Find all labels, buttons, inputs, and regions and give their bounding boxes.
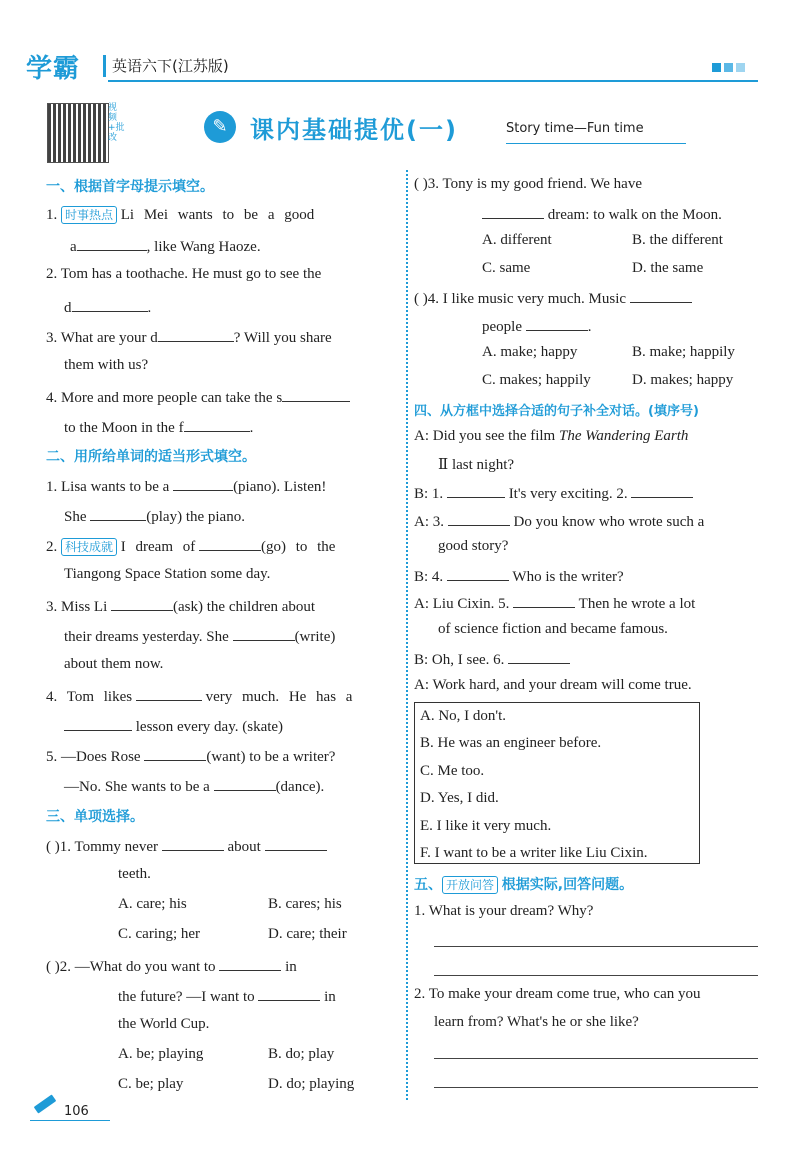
s2-q5-line1: [46, 746, 335, 766]
options-box: [414, 702, 700, 864]
header-square-1: [712, 63, 721, 72]
s3-q2-line1: [46, 956, 297, 976]
s3-q4-line1: [414, 288, 692, 308]
blank[interactable]: [72, 297, 148, 312]
q-text: (want) to be a writer?: [206, 749, 336, 765]
q-text: Li Mei wants to be a good: [120, 207, 315, 223]
page-number: 106: [64, 1104, 89, 1119]
page-subtitle: Story time—Fun time: [506, 121, 644, 136]
page-title: 课内基础提优(一): [250, 116, 458, 144]
s4-line4: [414, 566, 624, 586]
s3-q4-optD[interactable]: D. makes; happy: [632, 372, 734, 388]
s4-line6: [414, 649, 570, 669]
tag-open-question: 开放问答: [442, 876, 498, 894]
q-text: (go) to the: [260, 539, 336, 555]
header-line: [108, 80, 758, 82]
s1-q4-line2: [64, 417, 253, 437]
pencil-icon: [34, 1094, 57, 1113]
blank[interactable]: [111, 596, 173, 611]
dialog-text: A: Liu Cixin. 5.: [414, 596, 510, 612]
s4-line1: [414, 428, 688, 445]
q-text: to the Moon in the f: [64, 420, 184, 436]
s2-q2-line1: [46, 536, 335, 556]
s1-q2-line2: [64, 297, 151, 317]
s4-line3: [414, 511, 704, 531]
blank[interactable]: [144, 746, 206, 761]
s4-line7: A: Work hard, and your dream will come true.: [414, 677, 692, 693]
blank[interactable]: [199, 536, 261, 551]
q-text: very much. He has a: [205, 689, 353, 705]
answer-line[interactable]: [434, 1087, 758, 1088]
tag-technology: 科技成就: [61, 538, 117, 556]
section-3-heading: 三、单项选择。: [46, 809, 144, 825]
s2-q3-line2: [64, 626, 335, 646]
q-text: .: [147, 300, 152, 316]
s3-q3-optA[interactable]: A. different: [482, 232, 552, 248]
q-text: She: [64, 509, 87, 525]
s3-q1-optC[interactable]: C. caring; her: [118, 926, 201, 942]
header-square-3: [736, 63, 745, 72]
s2-q2-line2: Tiangong Space Station some day.: [64, 566, 271, 582]
q-text: ? Will you share: [233, 330, 332, 346]
blank[interactable]: [447, 566, 509, 581]
dialog-text: B: 1.: [414, 486, 444, 502]
q-text: ( )1. Tommy never: [46, 839, 158, 855]
q-text: ( )2. —What do you want to: [46, 959, 216, 975]
s1-q2-line1: 2. Tom has a toothache. He must go to see the: [46, 266, 322, 282]
s1-q4-line1: [46, 387, 350, 407]
s2-q1-line1: [46, 476, 326, 496]
subtitle-underline: [506, 143, 686, 144]
q-text: (play) the piano.: [146, 509, 245, 525]
section-5-prefix: 五、: [414, 877, 442, 893]
s3-q3-line2: [482, 204, 722, 224]
q-text: (write): [294, 629, 336, 645]
s3-q4-optA[interactable]: A. make; happy: [482, 344, 578, 360]
s5-q2-line2: learn from? What's he or she like?: [434, 1014, 639, 1030]
s2-q3-line3: about them now.: [64, 656, 164, 672]
s3-q1-optB[interactable]: B. cares; his: [268, 896, 342, 912]
s3-q2-line3: the World Cup.: [118, 1016, 210, 1032]
header-separator: [103, 55, 106, 77]
q-text: dream: to walk on the Moon.: [547, 207, 722, 223]
s3-q1-optD[interactable]: D. care; their: [268, 926, 347, 942]
q-text: d: [64, 300, 72, 316]
option-f: F. I want to be a writer like Liu Cixin.: [420, 845, 648, 861]
section-1-heading: 一、根据首字母提示填空。: [46, 179, 214, 195]
blank[interactable]: [214, 776, 276, 791]
qr-label: 视频+批改: [108, 103, 125, 143]
section-4-heading: 四、从方框中选择合适的句子补全对话。(填序号): [414, 404, 699, 419]
blank[interactable]: [265, 836, 327, 851]
q-text: a: [70, 239, 77, 255]
blank[interactable]: [482, 204, 544, 219]
s1-q3-line1: [46, 327, 332, 347]
blank[interactable]: [158, 327, 234, 342]
q-text: —No. She wants to be a: [64, 779, 210, 795]
s3-q2-optC[interactable]: C. be; play: [118, 1076, 184, 1092]
pencil-note-icon: ✎: [204, 111, 236, 143]
blank[interactable]: [630, 288, 692, 303]
s3-q2-optA[interactable]: A. be; playing: [118, 1046, 204, 1062]
s3-q4-line2: [482, 316, 591, 336]
s2-q3-line1: [46, 596, 315, 616]
blank[interactable]: [184, 417, 250, 432]
section-2-heading: 二、用所给单词的适当形式填空。: [46, 449, 256, 465]
option-a: A. No, I don't.: [420, 708, 507, 724]
answer-line[interactable]: [434, 1058, 758, 1059]
blank[interactable]: [513, 593, 575, 608]
blank[interactable]: [448, 511, 510, 526]
blank[interactable]: [162, 836, 224, 851]
blank[interactable]: [219, 956, 281, 971]
q-text: (dance).: [275, 779, 325, 795]
s3-q1-line2: teeth.: [118, 866, 151, 882]
s2-q5-line2: [64, 776, 324, 796]
section-5-heading: [414, 874, 633, 894]
logo: 学霸: [26, 54, 81, 84]
s3-q3-optD[interactable]: D. the same: [632, 260, 704, 276]
option-e: E. I like it very much.: [420, 818, 552, 834]
s5-q1: 1. What is your dream? Why?: [414, 903, 594, 919]
dialog-text: A: 3.: [414, 514, 444, 530]
s3-q3-optC[interactable]: C. same: [482, 260, 531, 276]
q-text: 3. What are your d: [46, 330, 158, 346]
dialog-text: It's very exciting. 2.: [508, 486, 628, 502]
q-text: 4. More and more people can take the s: [46, 390, 283, 406]
q-num: 1.: [46, 207, 58, 223]
s2-q4-line2: [64, 716, 283, 736]
q-text: I dream of: [120, 539, 196, 555]
q-text: 1. Lisa wants to be a: [46, 479, 170, 495]
s1-q1-line2: [70, 236, 261, 256]
blank[interactable]: [631, 483, 693, 498]
blank[interactable]: [173, 476, 233, 491]
dialog-text: A: Did you see the film: [414, 428, 556, 444]
q-text: .: [587, 319, 592, 335]
s4-line5b: of science fiction and became famous.: [438, 621, 668, 637]
dialog-text: Do you know who wrote such a: [513, 514, 705, 530]
q-text: their dreams yesterday. She: [64, 629, 229, 645]
q-text: in: [285, 959, 297, 975]
q-text: , like Wang Haoze.: [146, 239, 261, 255]
q-text: (ask) the children about: [173, 599, 316, 615]
option-b: B. He was an engineer before.: [420, 735, 602, 751]
s3-q1-line1: [46, 836, 327, 856]
answer-line[interactable]: [434, 975, 758, 976]
s3-q2-optD[interactable]: D. do; playing: [268, 1076, 355, 1092]
blank[interactable]: [233, 626, 295, 641]
dialog-text: B: Oh, I see. 6.: [414, 652, 505, 668]
q-text: (piano). Listen!: [233, 479, 327, 495]
qr-code[interactable]: [47, 103, 109, 163]
q-text: 4. Tom likes: [46, 689, 133, 705]
blank[interactable]: [282, 387, 350, 402]
q-text: .: [249, 420, 254, 436]
s3-q2-optB[interactable]: B. do; play: [268, 1046, 335, 1062]
option-c: C. Me too.: [420, 763, 485, 779]
dialog-text: Then he wrote a lot: [578, 596, 696, 612]
q-text: lesson every day. (skate): [135, 719, 284, 735]
s4-line2: [414, 483, 693, 503]
q-num: 2.: [46, 539, 58, 555]
q-text: about: [227, 839, 261, 855]
s3-q1-optA[interactable]: A. care; his: [118, 896, 187, 912]
blank[interactable]: [526, 316, 588, 331]
s4-line1b: Ⅱ last night?: [438, 457, 515, 473]
s5-q2-line1: 2. To make your dream come true, who can you: [414, 986, 701, 1002]
blank[interactable]: [258, 986, 320, 1001]
footer-line: [30, 1120, 110, 1121]
s3-q3-optB[interactable]: B. the different: [632, 232, 723, 248]
q-text: 5. —Does Rose: [46, 749, 141, 765]
s1-q3-line2: them with us?: [64, 357, 149, 373]
q-text: people: [482, 319, 522, 335]
section-5-title: 根据实际,回答问题。: [501, 877, 634, 893]
blank[interactable]: [64, 716, 132, 731]
blank[interactable]: [136, 686, 202, 701]
blank[interactable]: [90, 506, 146, 521]
s1-q1-line1: [46, 206, 314, 224]
option-d: D. Yes, I did.: [420, 790, 499, 806]
tag-current-affairs: 时事热点: [61, 206, 117, 224]
s3-q4-optB[interactable]: B. make; happily: [632, 344, 735, 360]
q-text: in: [324, 989, 336, 1005]
dialog-text: Who is the writer?: [512, 569, 624, 585]
q-text: ( )4. I like music very much. Music: [414, 291, 627, 307]
book-subject: 英语六下(江苏版): [112, 57, 229, 75]
answer-line[interactable]: [434, 946, 758, 947]
s4-line3b: good story?: [438, 538, 509, 554]
blank[interactable]: [447, 483, 505, 498]
film-title: The Wandering Earth: [558, 428, 689, 444]
s3-q3-line1: ( )3. Tony is my good friend. We have: [414, 176, 642, 192]
blank[interactable]: [77, 236, 147, 251]
column-divider: [406, 170, 408, 1100]
q-text: 3. Miss Li: [46, 599, 108, 615]
s2-q1-line2: [64, 506, 245, 526]
dialog-text: B: 4.: [414, 569, 444, 585]
header-square-2: [724, 63, 733, 72]
s4-line5: [414, 593, 695, 613]
s3-q4-optC[interactable]: C. makes; happily: [482, 372, 591, 388]
s2-q4-line1: [46, 686, 352, 706]
blank[interactable]: [508, 649, 570, 664]
s3-q2-line2: [118, 986, 336, 1006]
q-text: the future? —I want to: [118, 989, 255, 1005]
